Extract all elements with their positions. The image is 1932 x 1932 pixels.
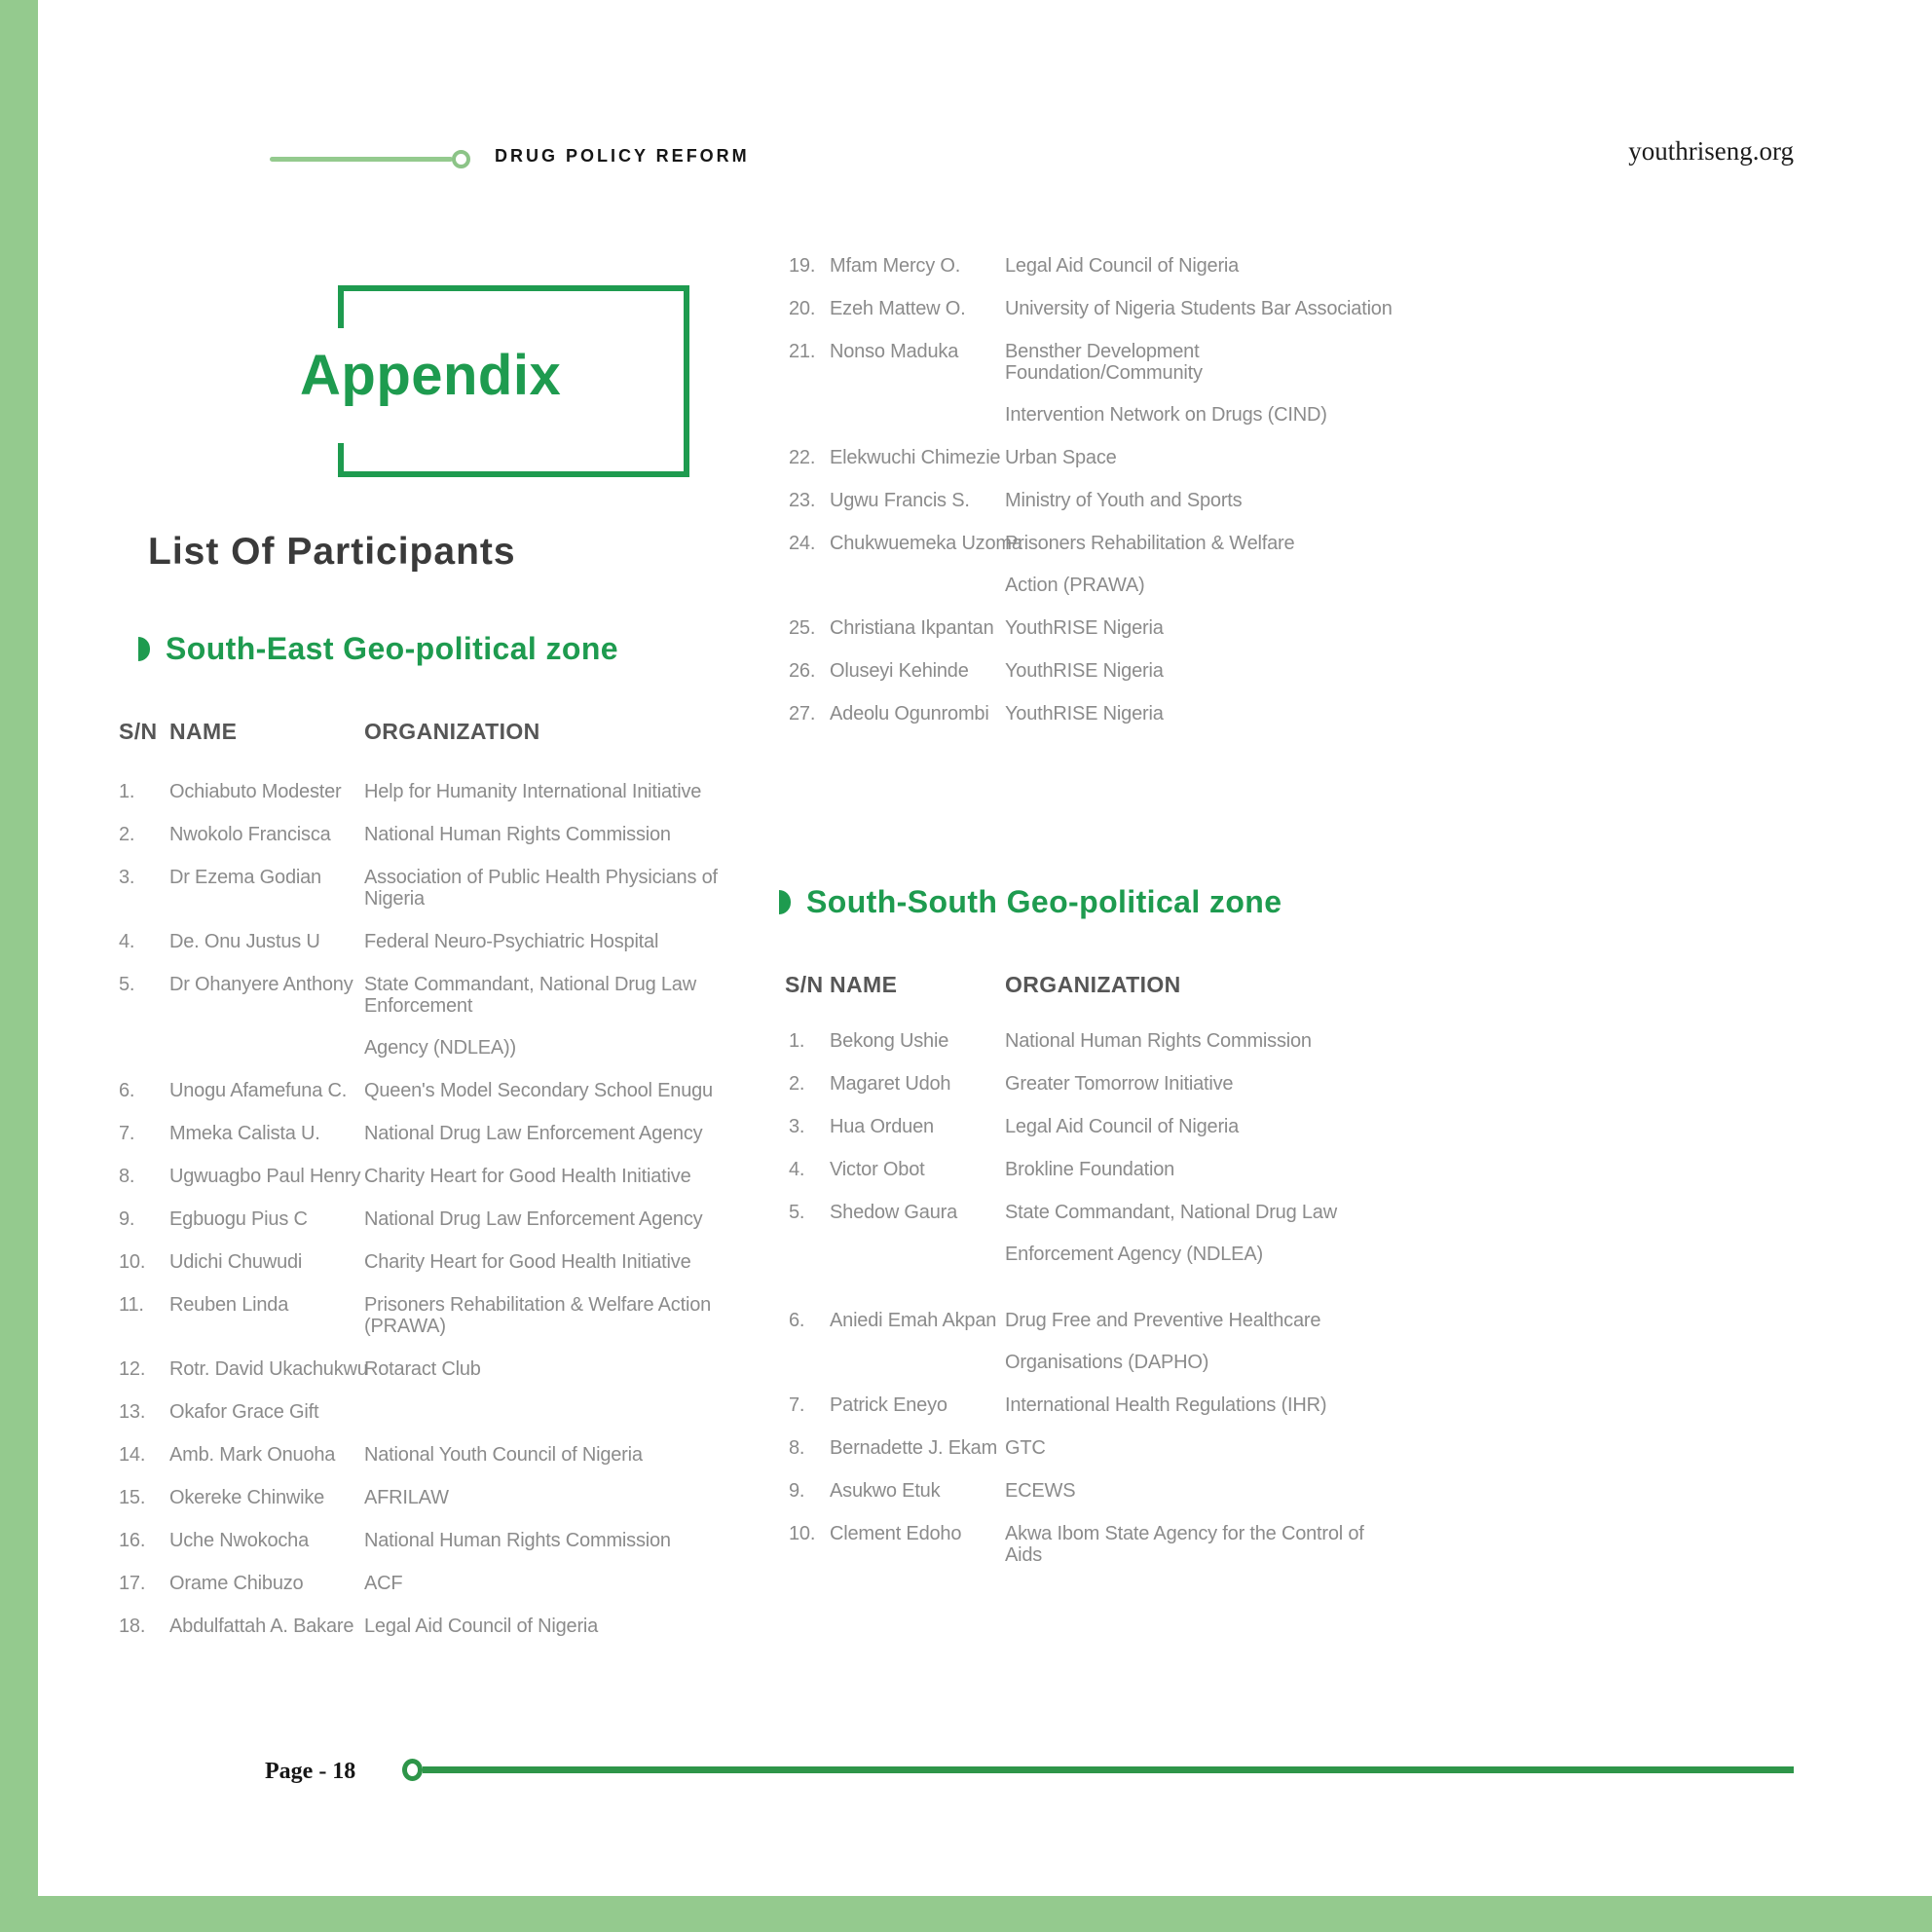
row-organization-line: Bensther Development Foundation/Community (1005, 341, 1203, 384)
row-serial: 27. (789, 703, 816, 724)
row-organization (364, 1251, 773, 1273)
participant-row (789, 1437, 1398, 1459)
row-organization-line: Intervention Network on Drugs (CIND) (1005, 404, 1327, 426)
row-organization-line: YouthRISE Nigeria (1005, 660, 1164, 682)
participant-row (119, 1294, 773, 1337)
header-circle-icon (452, 150, 470, 168)
row-organization-line: Help for Humanity International Initiative (364, 781, 702, 802)
row-serial: 14. (119, 1444, 146, 1466)
row-serial: 15. (119, 1487, 146, 1508)
row-organization-line: Organisations (DAPHO) (1005, 1352, 1209, 1373)
row-organization-line: Rotaract Club (364, 1358, 481, 1380)
row-organization-line: GTC (1005, 1437, 1046, 1459)
row-organization (1005, 1030, 1398, 1052)
participant-row (119, 1358, 773, 1380)
table-header-south-east (119, 719, 769, 745)
row-organization-line: National Human Rights Commission (1005, 1030, 1312, 1052)
row-name: Egbuogu Pius C (169, 1208, 308, 1230)
column-header-name: NAME (169, 719, 238, 744)
row-name: Elekwuchi Chimezie (830, 447, 1001, 468)
row-organization-line: YouthRISE Nigeria (1005, 617, 1164, 639)
row-name: Reuben Linda (169, 1294, 289, 1316)
row-serial: 12. (119, 1358, 146, 1380)
row-organization-line: National Youth Council of Nigeria (364, 1444, 643, 1466)
row-name: Oluseyi Kehinde (830, 660, 969, 682)
row-name: Orame Chibuzo (169, 1573, 304, 1594)
report-tagline: DRUG POLICY REFORM (495, 146, 750, 166)
row-serial: 1. (119, 781, 135, 802)
participant-row (789, 447, 1398, 468)
row-serial: 3. (789, 1116, 805, 1137)
row-serial: 26. (789, 660, 816, 682)
section-heading-south-east (138, 631, 618, 667)
row-name: Bernadette J. Ekam (830, 1437, 998, 1459)
participant-row (119, 1573, 773, 1594)
participant-row (789, 533, 1398, 596)
row-serial: 1. (789, 1030, 805, 1052)
row-serial: 23. (789, 490, 816, 511)
participant-row (789, 1159, 1398, 1180)
participant-row (119, 824, 773, 845)
participant-row (789, 1116, 1398, 1137)
row-serial: 8. (119, 1166, 135, 1187)
row-organization (364, 781, 773, 802)
row-organization (1005, 1116, 1398, 1137)
row-organization (1005, 703, 1398, 724)
participant-row (789, 617, 1398, 639)
participant-row (789, 1310, 1398, 1373)
row-organization (364, 1123, 773, 1144)
participant-row (119, 931, 773, 952)
row-name: Ochiabuto Modester (169, 781, 342, 802)
row-name: Udichi Chuwudi (169, 1251, 303, 1273)
row-organization (364, 824, 773, 845)
page-number: Page - 18 (265, 1759, 356, 1784)
row-name: Shedow Gaura (830, 1202, 958, 1223)
participant-row (119, 867, 773, 910)
section-heading-south-south (779, 884, 1282, 920)
row-organization-line: ACF (364, 1573, 403, 1594)
participant-row (789, 1480, 1398, 1502)
row-organization (1005, 533, 1398, 596)
row-organization (1005, 255, 1398, 277)
row-serial: 9. (789, 1480, 805, 1502)
row-organization (1005, 617, 1398, 639)
bottom-accent-bar (0, 1896, 1932, 1932)
row-serial: 13. (119, 1401, 146, 1423)
participant-row (119, 1530, 773, 1551)
row-serial: 4. (119, 931, 135, 952)
row-organization (364, 1358, 773, 1380)
row-organization-line: National Drug Law Enforcement Agency (364, 1208, 703, 1230)
row-name: Ugwu Francis S. (830, 490, 970, 511)
row-organization-line: University of Nigeria Students Bar Association (1005, 298, 1393, 319)
participants-table-south-south (789, 1030, 1398, 1587)
row-organization (364, 1294, 773, 1337)
participant-row (119, 1616, 773, 1637)
row-serial: 5. (119, 974, 135, 995)
row-organization-line: Akwa Ibom State Agency for the Control of Aids (1005, 1523, 1364, 1566)
half-circle-bullet-icon (138, 637, 150, 661)
participant-row (119, 974, 773, 1059)
row-organization-line: Legal Aid Council of Nigeria (1005, 255, 1240, 277)
row-name: Mfam Mercy O. (830, 255, 961, 277)
row-organization (364, 1444, 773, 1466)
row-organization-line: Urban Space (1005, 447, 1117, 468)
row-name: Dr Ezema Godian (169, 867, 321, 888)
row-name: Dr Ohanyere Anthony (169, 974, 353, 995)
left-accent-bar (0, 0, 38, 1932)
row-name: Bekong Ushie (830, 1030, 949, 1052)
row-serial: 7. (119, 1123, 135, 1144)
row-organization-line: Prisoners Rehabilitation & Welfare (1005, 533, 1295, 554)
row-name: Adeolu Ogunrombi (830, 703, 989, 724)
row-organization (1005, 1202, 1398, 1265)
row-serial: 8. (789, 1437, 805, 1459)
row-name: De. Onu Justus U (169, 931, 320, 952)
row-organization-line: State Commandant, National Drug Law Enforcement (364, 974, 696, 1017)
row-organization-line: Federal Neuro-Psychiatric Hospital (364, 931, 659, 952)
row-serial: 21. (789, 341, 816, 362)
row-organization-line: Legal Aid Council of Nigeria (364, 1616, 599, 1637)
participant-row (119, 1166, 773, 1187)
participants-title: List Of Participants (148, 531, 516, 573)
row-serial: 10. (119, 1251, 146, 1273)
website-url: youthriseng.org (1628, 136, 1794, 166)
row-organization-line: National Drug Law Enforcement Agency (364, 1123, 703, 1144)
row-serial: 17. (119, 1573, 146, 1594)
row-serial: 11. (119, 1294, 144, 1316)
participant-row (119, 1487, 773, 1508)
footer-circle-icon (402, 1759, 423, 1781)
row-name: Okafor Grace Gift (169, 1401, 319, 1423)
row-organization-line: Ministry of Youth and Sports (1005, 490, 1243, 511)
column-header-sn: S/N (785, 972, 824, 997)
row-organization-line: Queen's Model Secondary School Enugu (364, 1080, 713, 1101)
row-organization-line: State Commandant, National Drug Law (1005, 1202, 1337, 1223)
row-organization (364, 1166, 773, 1187)
row-organization-line: Legal Aid Council of Nigeria (1005, 1116, 1240, 1137)
participant-row (789, 703, 1398, 724)
row-organization (1005, 447, 1398, 468)
row-organization (1005, 1073, 1398, 1095)
row-serial: 19. (789, 255, 816, 277)
participant-row (789, 490, 1398, 511)
row-name: Unogu Afamefuna C. (169, 1080, 348, 1101)
row-serial: 2. (789, 1073, 805, 1095)
row-name: Rotr. David Ukachukwu (169, 1358, 368, 1380)
row-organization (364, 1487, 773, 1508)
row-serial: 24. (789, 533, 816, 554)
participant-row (119, 1444, 773, 1466)
row-organization-line: Agency (NDLEA)) (364, 1037, 516, 1059)
row-organization-line: National Human Rights Commission (364, 1530, 671, 1551)
row-serial: 2. (119, 824, 135, 845)
row-organization (364, 1208, 773, 1230)
column-header-name: NAME (830, 972, 898, 997)
row-organization (1005, 1480, 1398, 1502)
participant-row (789, 660, 1398, 682)
row-organization-line: National Human Rights Commission (364, 824, 671, 845)
row-organization (1005, 1523, 1398, 1566)
participant-row (119, 781, 773, 802)
participant-row (789, 298, 1398, 319)
row-organization-line: Drug Free and Preventive Healthcare (1005, 1310, 1321, 1331)
row-name: Victor Obot (830, 1159, 925, 1180)
row-name: Abdulfattah A. Bakare (169, 1616, 354, 1637)
row-serial: 5. (789, 1202, 805, 1223)
row-name: Patrick Eneyo (830, 1394, 947, 1416)
row-organization-line: AFRILAW (364, 1487, 449, 1508)
row-organization (364, 1616, 773, 1637)
participant-row (789, 1073, 1398, 1095)
row-organization-line: International Health Regulations (IHR) (1005, 1394, 1327, 1416)
row-name: Christiana Ikpantan (830, 617, 994, 639)
participant-row (789, 341, 1398, 426)
row-organization-line: Enforcement Agency (NDLEA) (1005, 1244, 1263, 1265)
row-name: Hua Orduen (830, 1116, 934, 1137)
row-serial: 3. (119, 867, 135, 888)
row-organization-line: Prisoners Rehabilitation & Welfare Action (PRAWA) (364, 1294, 712, 1337)
row-organization (364, 1573, 773, 1594)
participant-row (119, 1080, 773, 1101)
section-heading-label: South-East Geo-political zone (166, 631, 618, 666)
participant-row (119, 1251, 773, 1273)
participant-row (119, 1208, 773, 1230)
row-name: Mmeka Calista U. (169, 1123, 320, 1144)
participant-row (119, 1401, 773, 1423)
row-organization-line: Brokline Foundation (1005, 1159, 1175, 1180)
row-organization-line: Action (PRAWA) (1005, 575, 1145, 596)
row-name: Nwokolo Francisca (169, 824, 331, 845)
participant-row (789, 1202, 1398, 1265)
participant-row (789, 1394, 1398, 1416)
participant-row (789, 255, 1398, 277)
row-serial: 22. (789, 447, 816, 468)
row-serial: 7. (789, 1394, 805, 1416)
participant-row (119, 1123, 773, 1144)
row-name: Nonso Maduka (830, 341, 959, 362)
row-organization (364, 1530, 773, 1551)
row-organization-line: ECEWS (1005, 1480, 1076, 1502)
row-serial: 9. (119, 1208, 135, 1230)
row-serial: 6. (789, 1310, 805, 1331)
row-name: Uche Nwokocha (169, 1530, 310, 1551)
row-organization (364, 1401, 773, 1423)
column-header-org: ORGANIZATION (364, 719, 540, 744)
row-serial: 16. (119, 1530, 146, 1551)
row-organization (364, 867, 773, 910)
row-serial: 10. (789, 1523, 816, 1544)
row-name: Asukwo Etuk (830, 1480, 941, 1502)
participant-row (789, 1030, 1398, 1052)
row-name: Ezeh Mattew O. (830, 298, 966, 319)
row-name: Amb. Mark Onuoha (169, 1444, 336, 1466)
row-organization-line: Charity Heart for Good Health Initiative (364, 1166, 691, 1187)
row-organization (1005, 1310, 1398, 1373)
row-serial: 18. (119, 1616, 146, 1637)
row-name: Clement Edoho (830, 1523, 962, 1544)
row-organization (1005, 1394, 1398, 1416)
table-header-south-south (785, 972, 1389, 998)
row-organization-line: YouthRISE Nigeria (1005, 703, 1164, 724)
row-name: Chukwuemeka Uzoma (830, 533, 1022, 554)
row-organization-line: Greater Tomorrow Initiative (1005, 1073, 1234, 1095)
column-header-sn: S/N (119, 719, 158, 744)
row-serial: 25. (789, 617, 816, 639)
row-name: Ugwuagbo Paul Henry (169, 1166, 361, 1187)
row-organization (1005, 660, 1398, 682)
row-serial: 4. (789, 1159, 805, 1180)
participants-table-south-east-right (789, 255, 1398, 746)
row-name: Okereke Chinwike (169, 1487, 325, 1508)
row-organization (1005, 490, 1398, 511)
row-organization (1005, 1159, 1398, 1180)
column-header-org: ORGANIZATION (1005, 972, 1181, 997)
row-name: Magaret Udoh (830, 1073, 951, 1095)
row-organization-line: Charity Heart for Good Health Initiative (364, 1251, 691, 1273)
row-organization (1005, 341, 1398, 426)
appendix-title: Appendix (300, 344, 562, 407)
row-organization-line: Association of Public Health Physicians of Nigeria (364, 867, 718, 910)
footer-rule-line (423, 1766, 1794, 1773)
row-serial: 6. (119, 1080, 135, 1101)
row-organization (1005, 1437, 1398, 1459)
participants-table-south-east-left (119, 781, 773, 1658)
row-organization (364, 931, 773, 952)
half-circle-bullet-icon (779, 890, 791, 914)
row-organization (1005, 298, 1398, 319)
participant-row (789, 1523, 1398, 1566)
header-rule-line (270, 157, 453, 162)
row-name: Aniedi Emah Akpan (830, 1310, 997, 1331)
row-organization (364, 974, 773, 1059)
section-heading-label: South-South Geo-political zone (806, 884, 1282, 919)
row-serial: 20. (789, 298, 816, 319)
row-organization (364, 1080, 773, 1101)
